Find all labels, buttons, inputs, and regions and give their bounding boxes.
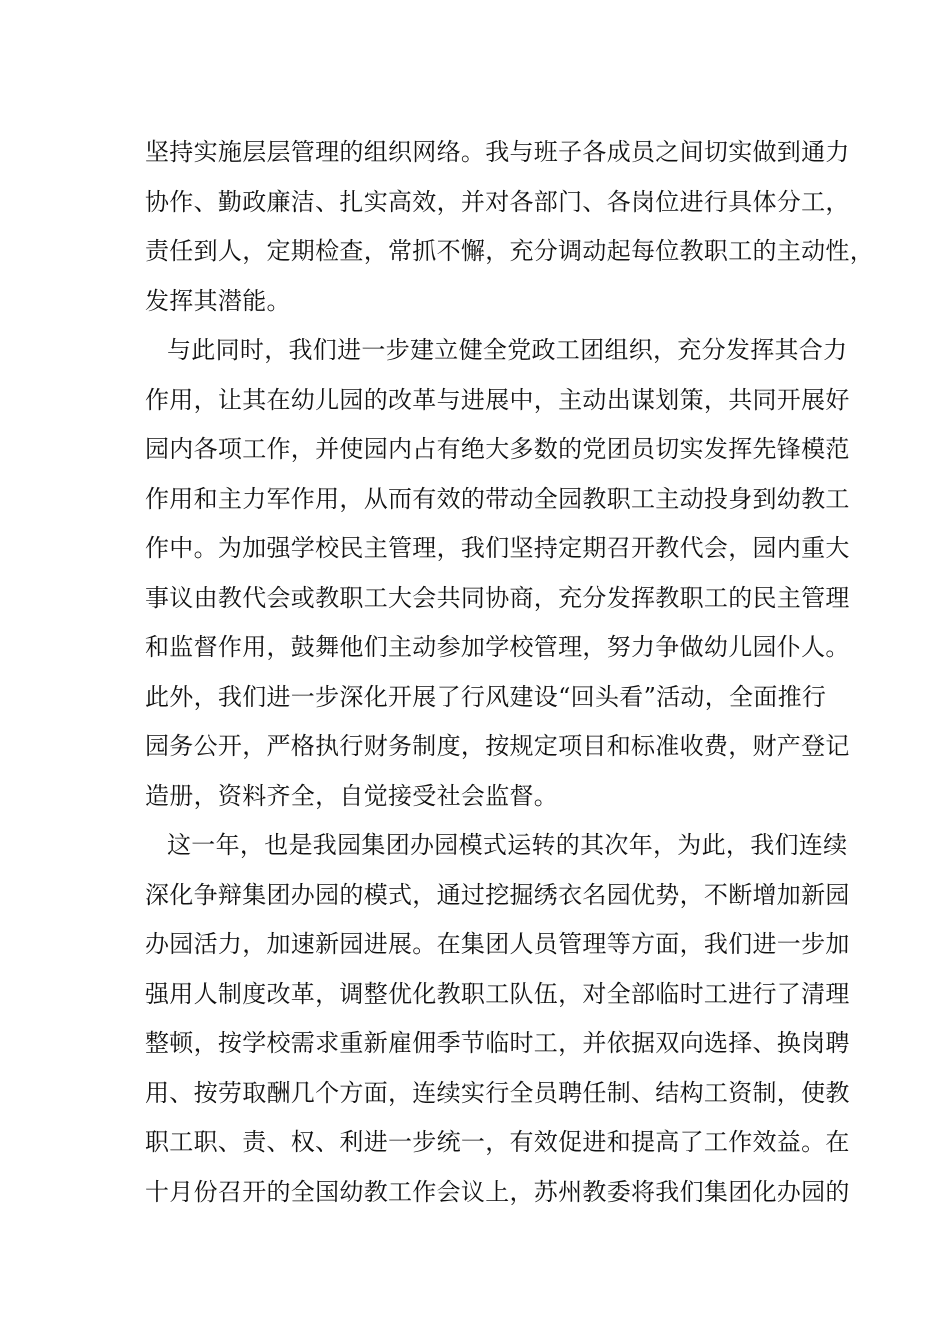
text-line: 作用和主力军作用，从而有效的带动全园教职工主动投身到幼教工 — [145, 484, 850, 513]
text-line: 深化争辩集团办园的模式，通过挖掘绣衣名园优势，不断增加新园 — [145, 880, 850, 909]
text-line: 强用人制度改革，调整优化教职工队伍，对全部临时工进行了清理 — [145, 979, 850, 1008]
text-line: 与此同时，我们进一步建立健全党政工团组织，充分发挥其合力 — [167, 336, 848, 364]
text-line: 协作、勤政廉洁、扎实高效，并对各部门、各岗位进行具体分工， — [145, 187, 850, 216]
text-line: 职工职、责、权、利进一步统一，有效促进和提高了工作效益。在 — [145, 1128, 850, 1156]
text-line: 园务公开，严格执行财务制度，按规定项目和标准收费，财产登记 — [145, 732, 850, 760]
text-line: 园内各项工作，并使园内占有绝大多数的党团员切实发挥先锋模范 — [145, 435, 850, 463]
paragraph-2 — [145, 326, 850, 821]
body-text — [145, 128, 874, 1217]
text-line: 这一年，也是我园集团办园模式运转的其次年，为此，我们连续 — [167, 831, 848, 859]
text-line: 办园活力，加速新园进展。在集团人员管理等方面，我们进一步加 — [145, 930, 850, 958]
text-line: 作用，让其在幼儿园的改革与进展中，主动出谋划策，共同开展好 — [145, 385, 850, 414]
text-line: 事议由教代会或教职工大会共同协商，充分发挥教职工的民主管理 — [145, 583, 850, 612]
text-line: 此外，我们进一步深化开展了行风建设“回头看”活动，全面推行 — [145, 682, 827, 711]
text-line: 用、按劳取酬几个方面，连续实行全员聘任制、结构工资制，使教 — [145, 1078, 850, 1107]
text-line: 和监督作用，鼓舞他们主动参加学校管理，努力争做幼儿园仆人。 — [145, 633, 850, 661]
paragraph-3 — [145, 821, 850, 1217]
text-line: 造册，资料齐全，自觉接受社会监督。 — [145, 781, 559, 810]
text-line: 责任到人，定期检查，常抓不懈，充分调动起每位教职工的主动性， — [145, 237, 874, 265]
text-line: 十月份召开的全国幼教工作会议上，苏州教委将我们集团化办园的 — [145, 1177, 850, 1206]
text-line: 整顿，按学校需求重新雇佣季节临时工，并依据双向选择、换岗聘 — [145, 1029, 850, 1057]
text-line: 发挥其潜能。 — [145, 286, 291, 315]
text-line: 坚持实施层层管理的组织网络。我与班子各成员之间切实做到通力 — [145, 138, 850, 166]
text-line: 作中。为加强学校民主管理，我们坚持定期召开教代会，园内重大 — [145, 534, 850, 562]
paragraph-1 — [145, 128, 874, 326]
